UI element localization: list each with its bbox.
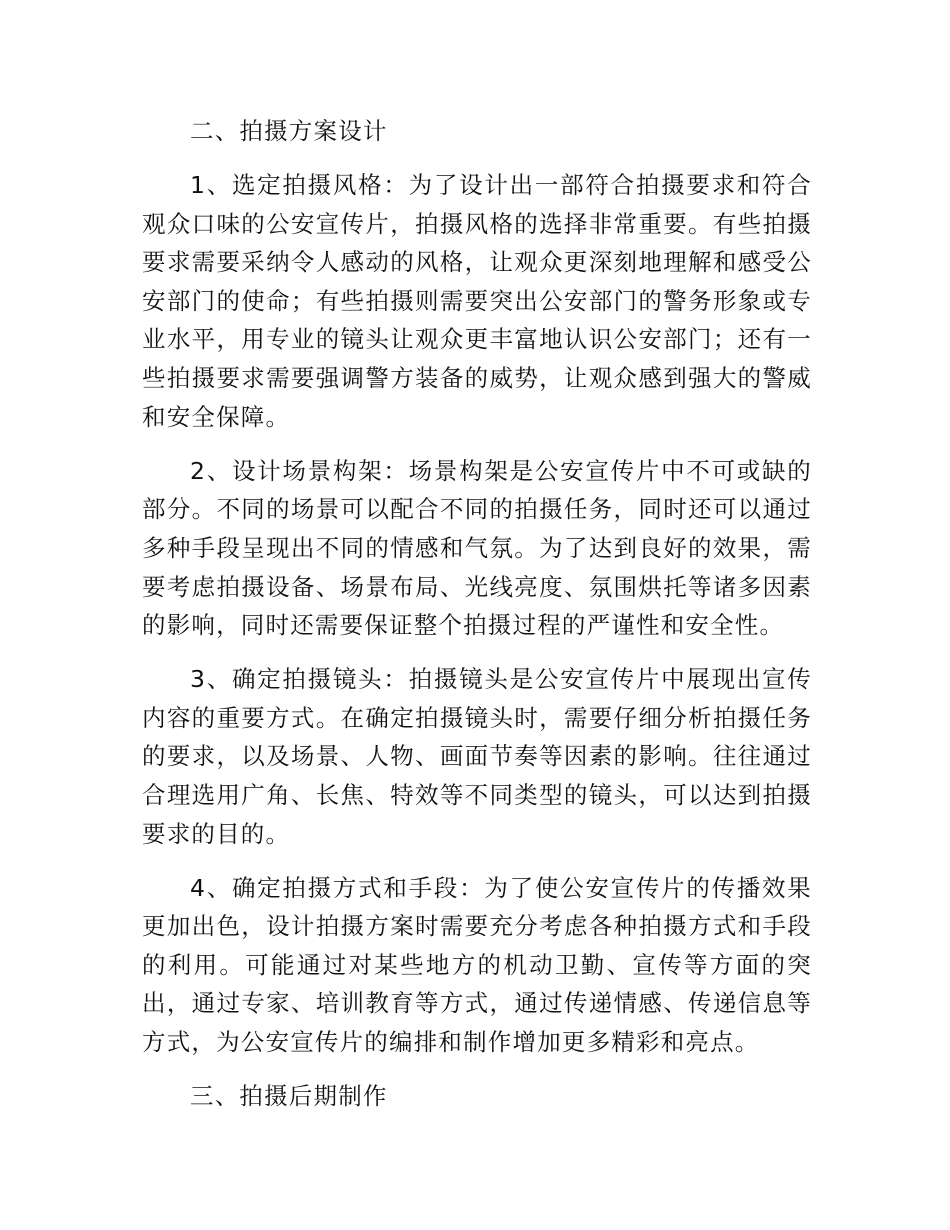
paragraph-shooting-methods: 4、确定拍摄方式和手段：为了使公安宣传片的传播效果更加出色，设计拍摄方案时需要充分考虑各种拍摄方式和手段的利用。可能通过对某些地方的机动卫勤、宣传等方面的突出，通过专家、培训教育等方式，通过传递情感、传递信息等方式，为公安宣传片的编排和制作增加更多精彩和亮点。 — [142, 873, 812, 1057]
paragraph-camera-shots: 3、确定拍摄镜头：拍摄镜头是公安宣传片中展现出宣传内容的重要方式。在确定拍摄镜头时，需要仔细分析拍摄任务的要求，以及场景、人物、画面节奏等因素的影响。往往通过合理选用广角、长焦、特效等不同类型的镜头，可以达到拍摄要求的目的。 — [142, 665, 812, 848]
paragraph-scene-framework: 2、设计场景构架：场景构架是公安宣传片中不可或缺的部分。不同的场景可以配合不同的拍摄任务，同时还可以通过多种手段呈现出不同的情感和气氛。为了达到良好的效果，需要考虑拍摄设备、场景布局、光线亮度、氛围烘托等诸多因素的影响，同时还需要保证整个拍摄过程的严谨性和安全性。 — [142, 456, 812, 640]
section-heading-shooting-plan: 二、拍摄方案设计 — [190, 117, 388, 145]
section-heading-post-production: 三、拍摄后期制作 — [190, 1082, 388, 1111]
document-body — [142, 112, 812, 1131]
paragraph-shooting-style: 1、选定拍摄风格：为了设计出一部符合拍摄要求和符合观众口味的公安宣传片，拍摄风格的选择非常重要。有些拍摄要求需要采纳令人感动的风格，让观众更深刻地理解和感受公安部门的使命；有些拍摄则需要突出公安部门的警务形象或专业水平，用专业的镜头让观众更丰富地认识公安部门；还有一些拍摄要求需要强调警方装备的威势，让观众感到强大的警威和安全保障。 — [142, 171, 812, 431]
